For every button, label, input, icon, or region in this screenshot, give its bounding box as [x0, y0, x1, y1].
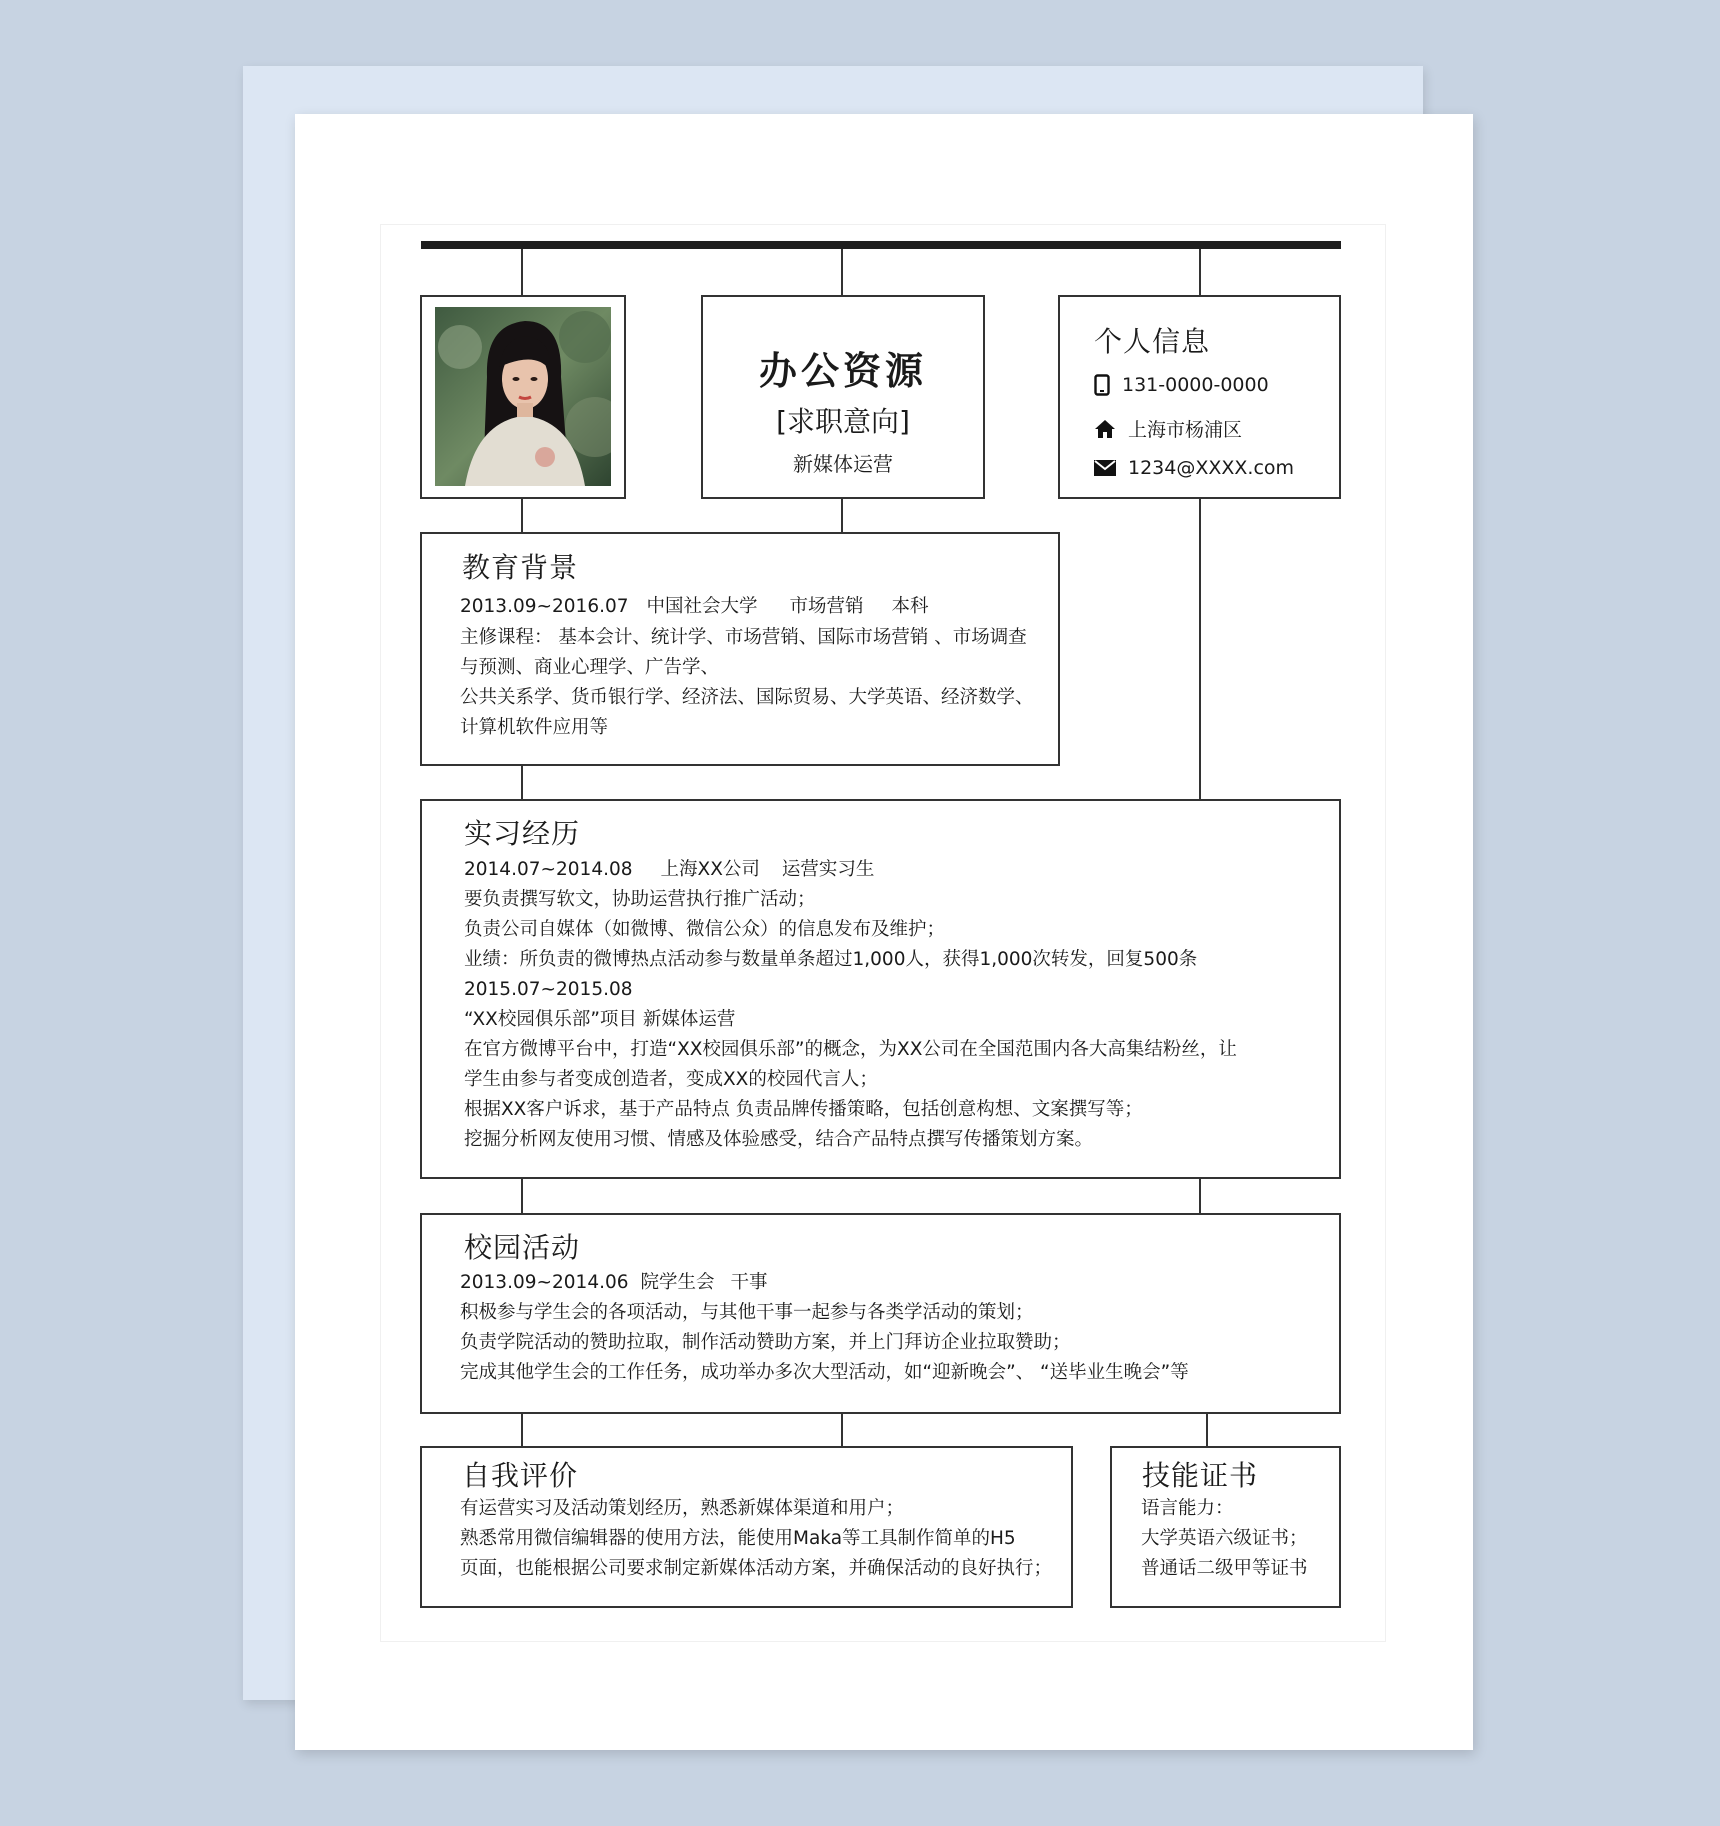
self-eval-details	[460, 1494, 1052, 1584]
top-bar	[421, 241, 1341, 249]
mail-icon	[1094, 460, 1116, 476]
phone-row	[1094, 374, 1269, 396]
skills-details	[1141, 1494, 1308, 1584]
address-row	[1094, 415, 1242, 442]
connector	[1199, 1178, 1201, 1214]
internship-line: 根据XX客户诉求，基于产品特点 负责品牌传播策略，包括创意构想、文案撰写等；	[464, 1099, 1143, 1120]
internship-title: 实习经历	[464, 817, 581, 850]
connector	[841, 249, 843, 295]
internship-line: 负责公司自媒体（如微博、微信公众）的信息发布及维护；	[464, 919, 946, 940]
internship-line: 2015.07~2015.08	[464, 979, 633, 1000]
internship-line: 在官方微博平台中，打造“XX校园俱乐部”的概念，为XX公司在全国范围内各大高集结粉丝，让	[464, 1039, 1237, 1060]
internship-line: 挖掘分析网友使用习惯、情感及体验感受，结合产品特点撰写传播策划方案。	[464, 1129, 1094, 1150]
connector	[1206, 1413, 1208, 1447]
connector	[521, 498, 523, 534]
skills-line: 普通话二级甲等证书	[1141, 1558, 1308, 1579]
education-line: 主修课程： 基本会计、统计学、市场营销、国际市场营销 、市场调查	[460, 627, 1027, 648]
connector	[521, 249, 523, 295]
campus-line: 完成其他学生会的工作任务，成功举办多次大型活动，如“迎新晚会”、 “送毕业生晚会”等	[460, 1362, 1189, 1383]
campus-header: 2013.09~2014.06 院学生会 干事	[460, 1272, 768, 1293]
campus-line: 负责学院活动的赞助拉取，制作活动赞助方案，并上门拜访企业拉取赞助；	[460, 1332, 1071, 1353]
skills-title: 技能证书	[1142, 1459, 1259, 1492]
contact-title: 个人信息	[1094, 325, 1211, 358]
internship-line: “XX校园俱乐部”项目 新媒体运营	[464, 1009, 736, 1030]
connector	[841, 1413, 843, 1447]
connector	[1199, 249, 1201, 295]
profile-photo	[435, 307, 611, 486]
education-title: 教育背景	[462, 551, 579, 584]
address: 上海市杨浦区	[1128, 419, 1243, 441]
email-row	[1094, 457, 1294, 479]
connector	[521, 765, 523, 800]
skills-line: 大学英语六级证书；	[1141, 1528, 1308, 1549]
internship-line: 要负责撰写软文，协助运营执行推广活动；	[464, 889, 816, 910]
phone-icon	[1094, 374, 1110, 396]
self-eval-title: 自我评价	[462, 1459, 579, 1492]
job-intent-label: [求职意向]	[776, 405, 910, 438]
phone-number: 131-0000-0000	[1122, 374, 1269, 396]
internship-line: 业绩：所负责的微博热点活动参与数量单条超过1,000人，获得1,000次转发，回复500条	[464, 949, 1198, 970]
internship-line: 学生由参与者变成创造者，变成XX的校园代言人；	[464, 1069, 878, 1090]
connector	[521, 1178, 523, 1214]
education-line: 计算机软件应用等	[460, 717, 609, 738]
candidate-name: 办公资源	[758, 349, 927, 393]
connector	[521, 1413, 523, 1447]
connector	[841, 498, 843, 534]
education-line: 公共关系学、货币银行学、经济法、国际贸易、大学英语、经济数学、	[460, 687, 1034, 708]
self-eval-line: 页面，也能根据公司要求制定新媒体活动方案，并确保活动的良好执行；	[460, 1558, 1053, 1579]
campus-line: 积极参与学生会的各项活动，与其他干事一起参与各类学活动的策划；	[460, 1302, 1034, 1323]
education-details	[460, 623, 1034, 743]
campus-details	[460, 1298, 1189, 1388]
education-line: 与预测、商业心理学、广告学、	[460, 657, 720, 678]
education-header: 2013.09~2016.07 中国社会大学 市场营销 本科	[460, 596, 929, 617]
email: 1234@XXXX.com	[1128, 457, 1295, 479]
skills-line: 语言能力：	[1141, 1498, 1234, 1519]
self-eval-line: 有运营实习及活动策划经历，熟悉新媒体渠道和用户；	[460, 1498, 905, 1519]
home-icon	[1094, 419, 1116, 439]
connector	[1199, 498, 1201, 800]
job-intent-value: 新媒体运营	[793, 452, 893, 476]
internship-header: 2014.07~2014.08 上海XX公司 运营实习生	[464, 859, 875, 880]
self-eval-line: 熟悉常用微信编辑器的使用方法，能使用Maka等工具制作简单的H5	[460, 1528, 1016, 1549]
campus-title: 校园活动	[464, 1231, 581, 1264]
internship-details	[464, 885, 1237, 1155]
